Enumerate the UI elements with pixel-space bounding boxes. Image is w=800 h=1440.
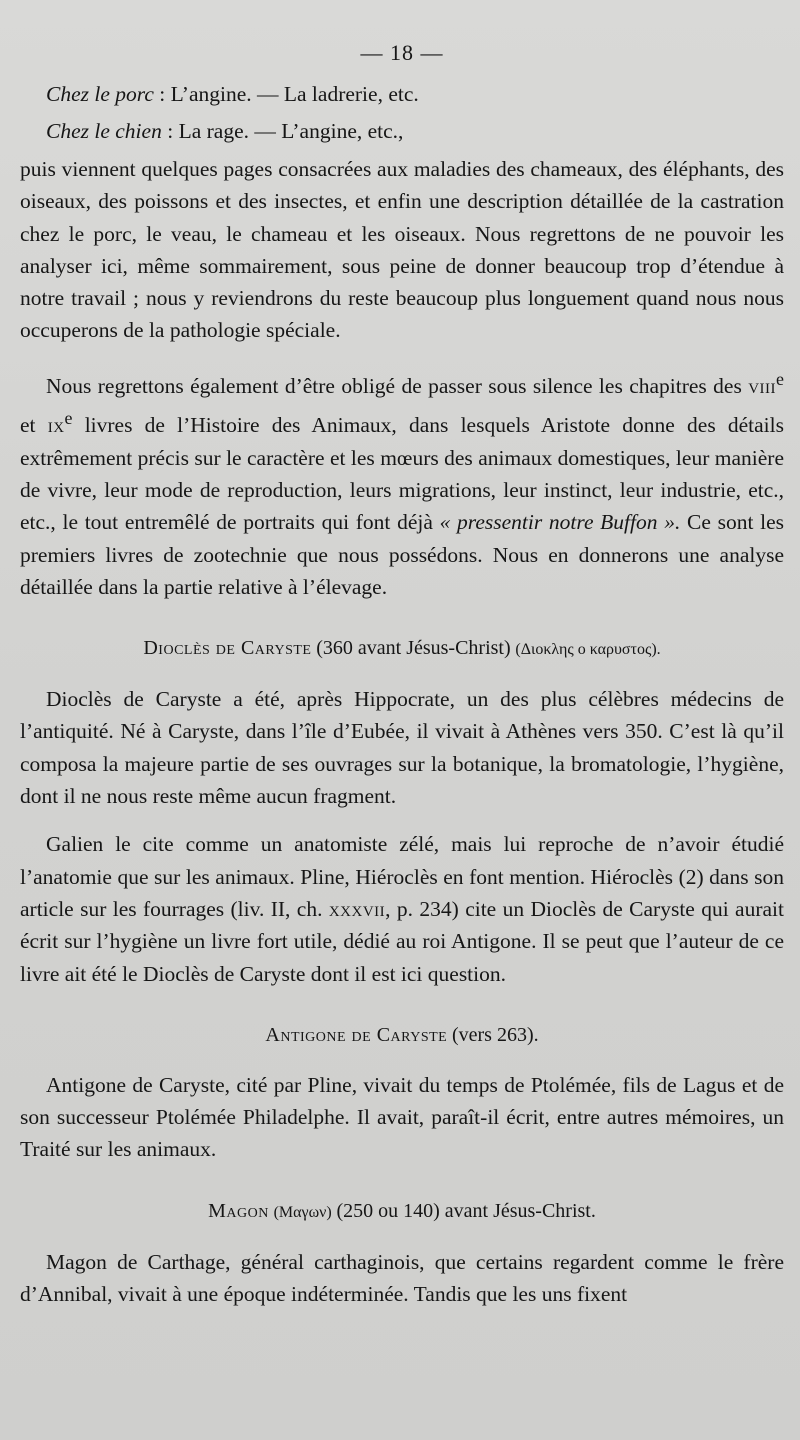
intro-label-chien: Chez le chien (46, 119, 162, 143)
chapter-numeral: xxxvii (328, 896, 386, 921)
intro-line-porc (20, 78, 784, 110)
book-9-numeral: ix (47, 413, 65, 438)
intro-sep-chien: : (161, 119, 179, 143)
heading-diocles-name: Dioclès de Caryste (143, 637, 312, 660)
p4-before: Galien le cite comme un anatomiste zélé, mais lui reproche de n’avoir étudié l’anatomie que sur les animaux. Pline, Hiéroclès en font mention. Hiéroclès (2) dans son article sur les fourrages (liv. II, ch. (20, 832, 784, 921)
heading-magon (20, 1196, 784, 1228)
heading-antigone-date: (vers 263). (451, 1023, 539, 1046)
paragraph-galien (20, 828, 784, 989)
buffon-quote: « pressentir notre Buffon ». (439, 510, 681, 535)
book-9-suffix: e (64, 408, 73, 429)
heading-diocles-date: (360 avant Jésus-Christ) (316, 637, 511, 660)
heading-magon-date: (250 ou 140) avant Jésus-Christ. (336, 1199, 596, 1222)
book-8-suffix: e (776, 368, 784, 389)
heading-diocles (20, 633, 784, 665)
intro-text-porc: L’angine. — La ladrerie, etc. (170, 82, 419, 106)
paragraph-magon: Magon de Carthage, général carthaginois, que certains regardent comme le frère d’Annibal, vivait à une époque indéterminée. Tandis que les uns fixent (20, 1249, 784, 1307)
heading-diocles-greek: (Διοκλης ο καρυστος). (515, 641, 661, 659)
p4-after: , p. 234) cite un Dioclès de Caryste qui aurait écrit sur l’hygiène un livre fort utile, dédié au roi Antigone. Il se peut que l’auteur de ce livre ait été le Dioclès de Caryste dont il est ici question. (20, 896, 784, 986)
book-8-numeral: viii (748, 373, 777, 398)
p2-after: Ce sont les premiers livres de zootechnie que nous possédons. Nous en donnerons une analyse détaillée dans la partie relative à l’élevage. (20, 510, 784, 599)
paragraph-antigone: Antigone de Caryste, cité par Pline, vivait du temps de Ptolémée, fils de Lagus et de son successeur Ptolémée Philadelphe. Il avait, paraît-il écrit, entre autres mémoires, un Traité sur les animaux. (20, 1072, 784, 1162)
paragraph-histoire-animaux (20, 363, 784, 603)
intro-sep-porc: : (153, 82, 171, 106)
intro-line-chien (20, 115, 784, 147)
paragraph-maladies: puis viennent quelques pages consacrées aux maladies des chameaux, des éléphants, des oiseaux, des poissons et des insectes, et enfin une description détaillée de la castration chez le porc, le veau, le chameau et les oiseaux. Nous regrettons de ne pouvoir les analyser ici, même sommairement, sous peine de donner beaucoup trop d’étendue à notre travail ; nous y reviendrons du reste beaucoup plus longuement quand nous nous occuperons de la pathologie spéciale. (20, 157, 784, 343)
intro-text-chien: La rage. — L’angine, etc., (178, 119, 404, 143)
heading-antigone (20, 1020, 784, 1051)
paragraph-diocles-intro: Dioclès de Caryste a été, après Hippocrate, un des plus célèbres médecins de l’antiquité. Né à Caryste, dans l’île d’Eubée, il vivait à Athènes vers 350. C’est là qu’il composa la majeure partie de ses ouvrages sur la botanique, la bromatologie, l’hygiène, dont il ne nous reste même aucun fragment. (20, 687, 784, 809)
heading-antigone-name: Antigone de Caryste (265, 1023, 448, 1046)
p2-before: Nous regrettons également d’être obligé de passer sous silence les chapitres des (46, 373, 749, 398)
p2-middle: livres de l’Histoire des Animaux, dans lesquels Aristote donne des détails extrêmement précis sur le caractère et les mœurs des animaux domestiques, leur manière de vivre, leur mode de reproduction, leurs migrations, leur instinct, leur industrie, etc., etc., le tout entremêlé de portraits qui font déjà (20, 413, 784, 535)
page-number: — 18 — (360, 40, 444, 65)
heading-magon-greek: (Μαγων) (273, 1203, 332, 1221)
intro-label-porc: Chez le porc (46, 82, 154, 106)
heading-magon-name: Magon (208, 1199, 269, 1222)
p2-and: et (20, 413, 48, 438)
